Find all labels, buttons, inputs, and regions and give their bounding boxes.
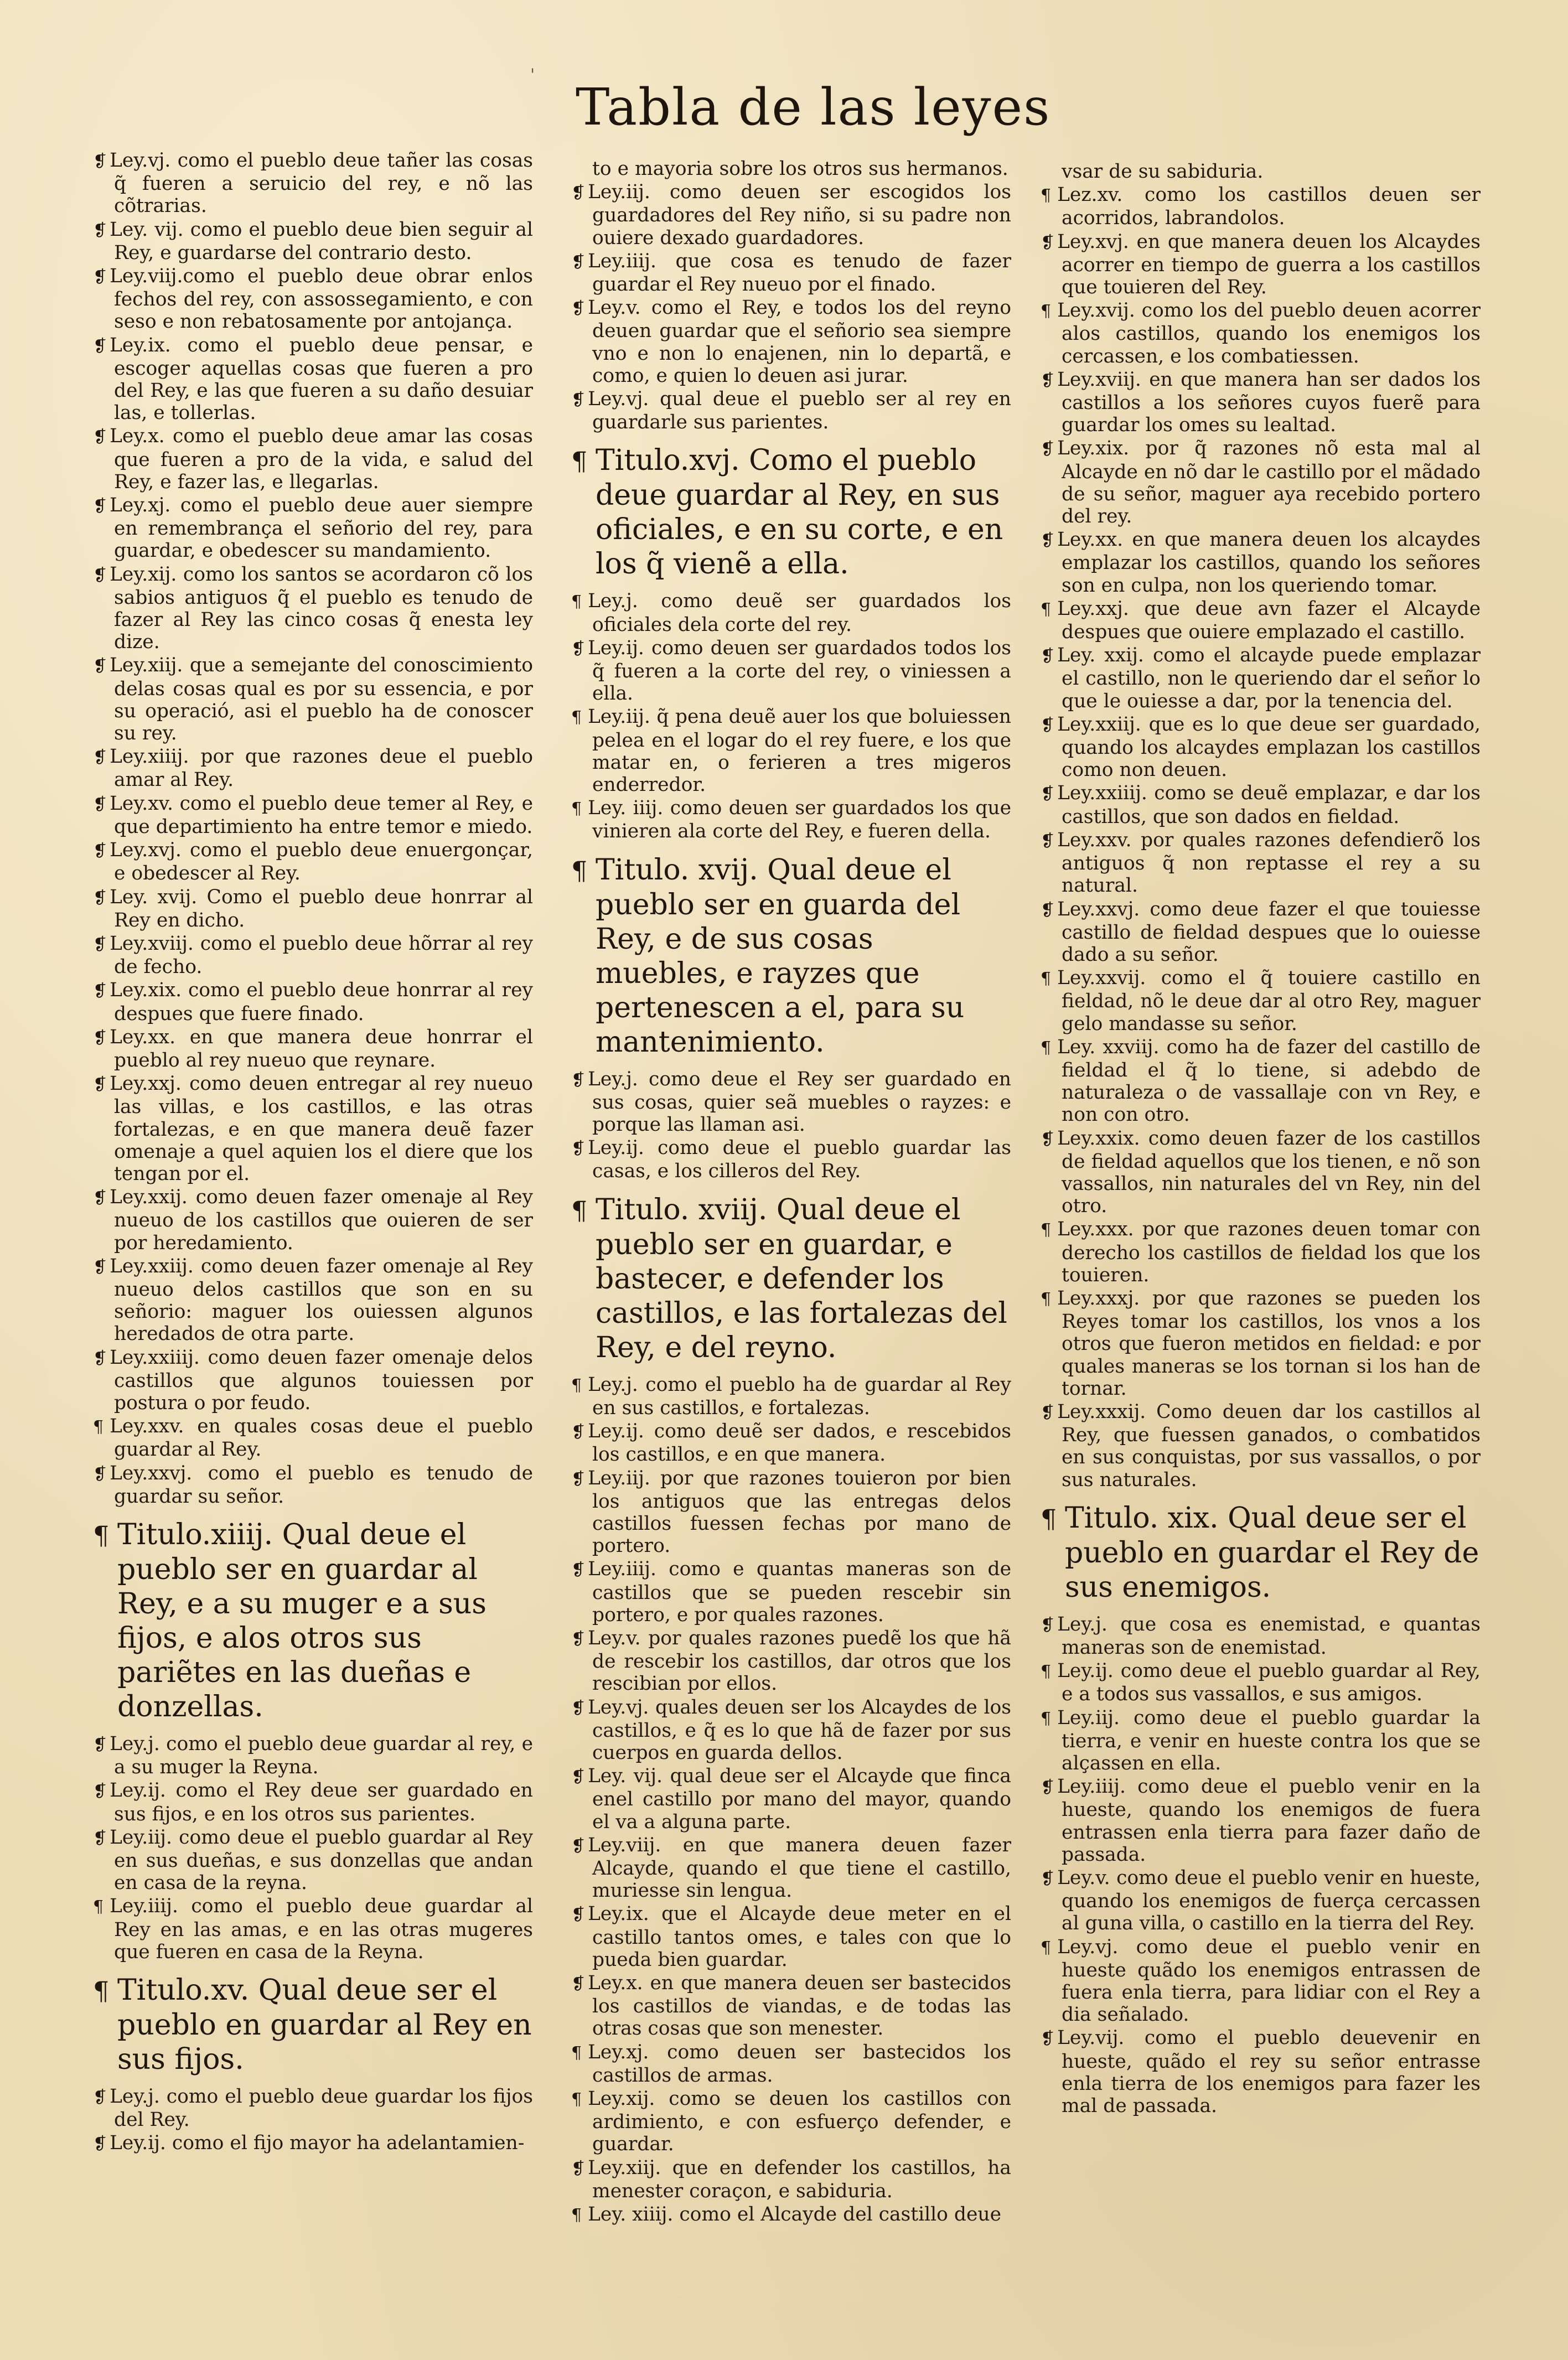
ley-entry — [93, 219, 533, 264]
pilcrow-icon: ❡ — [93, 336, 107, 356]
ley-text: Ley.ix. como el pueblo deue pensar, e escoger aquellas cosas que fueren a pro del Rey, e las que fueren a su daño desuiar las, e tollerlas. — [110, 334, 533, 425]
ley-text: Ley.xvj. como el pueblo deue enuergonçar, e obedescer al Rey. — [110, 839, 533, 885]
ley-entry — [571, 2157, 1011, 2202]
ley-entry — [571, 590, 1011, 635]
ley-entry — [1041, 369, 1481, 437]
ley-text: Ley. vij. como el pueblo deue bien seguir al Rey, e guardarse del contrario desto. — [110, 218, 533, 264]
ley-entry — [93, 1073, 533, 1185]
ley-entry — [1041, 1936, 1481, 2026]
pilcrow-icon: ❡ — [571, 1629, 586, 1649]
ley-entry — [1041, 1776, 1481, 1866]
pilcrow-icon: ❡ — [93, 1348, 107, 1368]
pilcrow-icon: ❡ — [93, 981, 107, 1001]
pilcrow-icon: ¶ — [1041, 186, 1052, 206]
pilcrow-icon: ❡ — [93, 1257, 107, 1277]
ley-entry — [1041, 299, 1481, 368]
pilcrow-icon: ❡ — [571, 1560, 586, 1580]
pilcrow-icon: ¶ — [571, 2043, 582, 2063]
pilcrow-icon: ❡ — [571, 1905, 586, 1925]
ley-entry — [571, 2203, 1011, 2227]
ley-text: Ley.xxv. en quales cosas deue el pueblo guardar al Rey. — [110, 1415, 533, 1461]
ley-text: Ley.j. como deuẽ ser guardados los oficiales dela corte del rey. — [588, 590, 1011, 636]
ley-entry — [571, 797, 1011, 842]
ley-text: Ley.xx. en que manera deue honrrar el pueblo al rey nueuo que reynare. — [110, 1026, 533, 1072]
ley-entry — [571, 1467, 1011, 1557]
pilcrow-icon: ❡ — [1041, 1402, 1055, 1422]
pilcrow-icon: ¶ — [93, 1417, 104, 1437]
ley-entry — [93, 265, 533, 333]
pilcrow-icon: ❡ — [1041, 1778, 1055, 1798]
pilcrow-icon: ❡ — [1041, 232, 1055, 252]
ley-text: Ley.iij. como deuen ser escogidos los guardadores del Rey niño, si su padre non ouiere dexado guardadores. — [588, 181, 1011, 249]
ley-entry — [1041, 2027, 1481, 2117]
pilcrow-icon: ¶ — [571, 1195, 588, 1225]
pilcrow-icon: ❡ — [93, 2088, 107, 2108]
pilcrow-icon: ❡ — [1041, 531, 1055, 551]
ley-text: Ley.ij. como deue el pueblo guardar al Rey, e a todos sus vassallos, e sus amigos. — [1057, 1660, 1481, 1706]
pilcrow-icon: ❡ — [571, 1974, 586, 1994]
ley-text: Ley.xxj. que deue avn fazer el Alcayde despues que ouiere emplazado el castillo. — [1057, 597, 1481, 644]
ley-text: Ley. iiij. como deuen ser guardados los que vinieren ala corte del Rey, e fueren della. — [588, 797, 1011, 843]
ley-entry — [1041, 1613, 1481, 1659]
pilcrow-icon: ❡ — [571, 2159, 586, 2178]
pilcrow-icon: ¶ — [571, 708, 582, 728]
ley-entry — [571, 637, 1011, 705]
ley-entry — [571, 1903, 1011, 1971]
ley-text: Ley.iij. q̃ pena deuẽ auer los que boluiessen pelea en el logar do el rey fuere, e los que matar en, o ferieren a tres migeros enderredor. — [588, 706, 1011, 796]
ley-text: Ley.j. como el pueblo deue guardar al rey, e a su muger la Reyna. — [110, 1732, 533, 1779]
ley-entry — [1041, 782, 1481, 827]
ley-entry — [571, 1834, 1011, 1902]
titulo-text: Titulo.xvj. Como el pueblo deue guardar al Rey, en sus oficiales, e en su corte, e en los q̃ vienẽ a ella. — [596, 444, 1003, 581]
column-right — [1041, 161, 1481, 2275]
pilcrow-icon: ¶ — [1041, 599, 1052, 619]
ley-text: Ley.v. como deue el pueblo venir en hueste, quando los enemigos de fuerça cercassen al guna villa, o castillo en la tierra del Rey. — [1057, 1867, 1481, 1935]
ley-entry — [93, 1186, 533, 1254]
ley-entry — [93, 494, 533, 562]
page-title: Tabla de las leyes — [576, 77, 1051, 137]
ley-text: Ley.xj. como el pueblo deue auer siempre en remembrança el señorio del rey, para guardar, e obedescer su mandamiento. — [110, 494, 533, 562]
ley-entry — [571, 1420, 1011, 1466]
ley-entry — [571, 2041, 1011, 2087]
ley-text: Ley.iij. como deue el pueblo guardar al Rey en sus dueñas, e sus donzellas que andan en casa de la reyna. — [110, 1826, 533, 1895]
ley-entry — [571, 1696, 1011, 1764]
ley-entry — [93, 1255, 533, 1345]
pilcrow-icon: ❡ — [1041, 2029, 1055, 2049]
titulo-text: Titulo.xv. Qual deue ser el pueblo en guardar al Rey en sus fijos. — [117, 1974, 532, 2077]
ley-entry — [571, 2088, 1011, 2156]
column-middle — [571, 158, 1011, 2272]
ley-text: Lez.xv. como los castillos deuen ser acorridos, labrandolos. — [1057, 184, 1481, 230]
pilcrow-icon: ❡ — [1041, 439, 1055, 459]
ley-text: Ley.j. como el pueblo ha de guardar al Rey en sus castillos, e fortalezas. — [588, 1373, 1011, 1419]
ley-entry — [1041, 713, 1481, 782]
ley-text: Ley.x. en que manera deuen ser bastecidos los castillos de viandas, e de todas las otras cosas que son menester. — [588, 1971, 1011, 2040]
titulo-heading — [93, 1518, 533, 1724]
titulo-text: Titulo. xix. Qual deue ser el pueblo en guardar el Rey de sus enemigos. — [1065, 1501, 1479, 1604]
ley-entry — [1041, 829, 1481, 897]
entry-continuation: to e mayoria sobre los otros sus hermanos. — [592, 158, 1008, 180]
ley-entry — [93, 654, 533, 744]
ley-entry — [571, 1972, 1011, 2040]
pilcrow-icon: ❡ — [1041, 1869, 1055, 1889]
titulo-heading — [571, 443, 1011, 581]
ley-entry — [1041, 898, 1481, 966]
ley-entry — [1041, 231, 1481, 299]
ley-text: Ley.ij. como el fijo mayor ha adelantamien- — [110, 2132, 525, 2155]
ley-text: Ley.xj. como deuen ser bastecidos los castillos de armas. — [588, 2041, 1011, 2087]
ley-text: Ley.ij. como el Rey deue ser guardado en sus fijos, e en los otros sus parientes. — [110, 1779, 533, 1825]
pilcrow-icon: ❡ — [93, 220, 107, 240]
pilcrow-icon: ❡ — [571, 1139, 586, 1159]
pilcrow-icon: ❡ — [93, 1075, 107, 1095]
pilcrow-icon: ¶ — [1041, 1289, 1052, 1309]
ley-text: Ley. xiiij. como el Alcayde del castillo deue — [588, 2203, 1002, 2226]
ley-entry — [93, 563, 533, 654]
ley-entry — [1041, 1707, 1481, 1775]
pilcrow-icon: ❡ — [93, 1782, 107, 1802]
ley-text: Ley.vj. como deue el pueblo venir en hueste quãdo los enemigos entrassen de fuera enla tierra, para lidiar con el Rey a dia señalado. — [1057, 1935, 1481, 2026]
pilcrow-icon: ¶ — [571, 799, 582, 819]
page-mark: ' — [530, 65, 535, 85]
ley-entry — [571, 706, 1011, 796]
ley-text: Ley.xij. como se deuen los castillos con ardimiento, e con esfuerço defender, e guardar. — [588, 2087, 1011, 2156]
ley-entry — [1041, 644, 1481, 712]
ley-text: Ley.xxiij. que es lo que deue ser guardado, quando los alcaydes emplazan los castillos como non deuen. — [1057, 713, 1481, 782]
entry-continuation: vsar de su sabiduria. — [1062, 161, 1264, 183]
ley-text: Ley.xxiiij. como se deuẽ emplazar, e dar los castillos, que son dados en fieldad. — [1057, 782, 1481, 828]
ley-text: Ley.iij. por que razones touieron por bien los antiguos que las entregas delos castillos fuessen fechas por mano de portero. — [588, 1467, 1011, 1557]
pilcrow-icon: ¶ — [93, 1520, 110, 1550]
ley-text: Ley.xix. por q̃ razones nõ esta mal al Alcayde en nõ dar le castillo por el mãdado de su señor, maguer aya recebido portero del rey. — [1057, 437, 1481, 528]
ley-text: Ley.xiij. que a semejante del conoscimiento delas cosas qual es por su essencia, e por su operació, asi el pueblo ha de conoscer su rey. — [110, 654, 533, 745]
titulo-heading — [571, 853, 1011, 1059]
pilcrow-icon: ❡ — [571, 1767, 586, 1787]
ley-text: Ley.ij. como deuẽ ser dados, e rescebidos los castillos, e en que manera. — [588, 1420, 1011, 1466]
pilcrow-icon: ❡ — [1041, 370, 1055, 390]
pilcrow-icon: ¶ — [571, 1375, 582, 1395]
pilcrow-icon: ¶ — [93, 1897, 104, 1917]
pilcrow-icon: ¶ — [1041, 1220, 1052, 1240]
pilcrow-icon: ❡ — [93, 1028, 107, 1048]
ley-entry — [1041, 1127, 1481, 1218]
ley-text: Ley.xxv. por quales razones defendierõ los antiguos q̃ non reptasse el rey a su natural. — [1057, 829, 1481, 897]
pilcrow-icon: ❡ — [1041, 1129, 1055, 1149]
pilcrow-icon: ❡ — [571, 1698, 586, 1718]
pilcrow-icon: ❡ — [1041, 1615, 1055, 1635]
titulo-heading — [571, 1193, 1011, 1365]
pilcrow-icon: ❡ — [571, 1070, 586, 1090]
pilcrow-icon: ❡ — [1041, 646, 1055, 666]
ley-entry — [93, 1347, 533, 1415]
ley-text: Ley.xviij. como el pueblo deue hõrrar al rey de fecho. — [110, 932, 533, 979]
ley-entry — [1041, 967, 1481, 1035]
pilcrow-icon: ❡ — [93, 1828, 107, 1848]
ley-text: Ley.xix. como el pueblo deue honrrar al rey despues que fuere finado. — [110, 979, 533, 1025]
ley-text: Ley. xxij. como el alcayde puede emplazar el castillo, non le queriendo dar el señor lo que le ouiesse a dar, por la tenencia del. — [1057, 644, 1481, 712]
pilcrow-icon: ¶ — [571, 592, 582, 612]
ley-text: Ley.x. como el pueblo deue amar las cosas que fueren a pro de la vida, e salud del Rey, e fazer las, e llegarlas. — [110, 425, 533, 493]
pilcrow-icon: ❡ — [1041, 784, 1055, 804]
ley-text: Ley.xvij. como los del pueblo deuen acorrer alos castillos, quando los enemigos los cercassen, e los combatiessen. — [1057, 299, 1481, 368]
pilcrow-icon: ❡ — [571, 390, 586, 410]
ley-text: Ley.xxvij. como el q̃ touiere castillo en fieldad, nõ le deue dar al otro Rey, maguer gelo mandasse su señor. — [1057, 967, 1481, 1035]
ley-entry — [1041, 184, 1481, 229]
ley-entry — [1041, 1036, 1481, 1126]
ley-entry — [1041, 529, 1481, 597]
pilcrow-icon: ¶ — [571, 2089, 582, 2109]
ley-entry — [93, 2132, 533, 2155]
ley-text: Ley.v. por quales razones puedẽ los que hã de rescebir los castillos, dar otros que los rescibian por ellos. — [588, 1627, 1011, 1695]
ley-text: Ley.xxxij. Como deuen dar los castillos al Rey, que fuessen ganados, o combatidos en sus conquistas, por sus vassallos, o por sus naturales. — [1057, 1400, 1481, 1491]
ley-text: Ley.vij. como el pueblo deuevenir en hueste, quãdo el rey su señor entrasse enla tierra de los enemigos para fazer les mal de passada. — [1057, 2027, 1481, 2118]
column-left — [93, 149, 533, 2264]
ley-entry — [93, 1895, 533, 1963]
pilcrow-icon: ❡ — [93, 841, 107, 861]
pilcrow-icon: ¶ — [1041, 1662, 1052, 1682]
ley-text: Ley.j. como deue el Rey ser guardado en sus cosas, quier seã muebles o rayzes: e porque las llaman asi. — [588, 1068, 1011, 1136]
ley-text: Ley.iiij. como el pueblo deue guardar al Rey en las amas, e en las otras mugeres que fueren en casa de la Reyna. — [110, 1895, 533, 1963]
ley-entry — [571, 297, 1011, 387]
ley-text: Ley.viij. en que manera deuen fazer Alcayde, quando el que tiene el castillo, muriesse sin lengua. — [588, 1834, 1011, 1902]
ley-entry — [93, 886, 533, 931]
pilcrow-icon: ❡ — [571, 639, 586, 659]
ley-entry — [93, 839, 533, 884]
ley-entry — [93, 1733, 533, 1778]
ley-entry — [93, 793, 533, 838]
pilcrow-icon: ❡ — [93, 427, 107, 447]
ley-text: Ley. xvij. Como el pueblo deue honrrar al Rey en dicho. — [110, 886, 533, 931]
titulo-text: Titulo. xviij. Qual deue el pueblo ser en guardar, e bastecer, e defender los castillos, e las fortalezas del Rey, e del reyno. — [596, 1193, 1007, 1364]
ley-entry — [93, 149, 533, 218]
pilcrow-icon: ❡ — [93, 565, 107, 585]
pilcrow-icon: ❡ — [1041, 715, 1055, 735]
pilcrow-icon: ❡ — [93, 152, 107, 171]
pilcrow-icon: ❡ — [571, 1422, 586, 1442]
pilcrow-icon: ¶ — [1041, 969, 1052, 989]
ley-text: Ley.xviij. en que manera han ser dados los castillos a los señores cuyos fuerẽ para guardar los omes su lealtad. — [1057, 368, 1481, 437]
ley-entry — [571, 250, 1011, 296]
ley-entry — [1041, 437, 1481, 527]
ley-entry — [571, 1137, 1011, 1182]
ley-entry — [93, 746, 533, 791]
ley-entry — [571, 388, 1011, 433]
pilcrow-icon: ❡ — [93, 1735, 107, 1755]
ley-entry — [571, 1558, 1011, 1626]
ley-text: Ley.iiij. que cosa es tenudo de fazer guardar el Rey nueuo por el finado. — [588, 250, 1011, 296]
pilcrow-icon: ❡ — [571, 1469, 586, 1489]
ley-entry — [1041, 1660, 1481, 1705]
ley-text: Ley.xxx. por que razones deuen tomar con derecho los castillos de fieldad los que los touieren. — [1057, 1218, 1481, 1286]
titulo-heading — [1041, 1501, 1481, 1605]
ley-entry — [93, 1779, 533, 1825]
ley-text: Ley.xxix. como deuen fazer de los castillos de fieldad aquellos que los tienen, e nõ son vassallos, nin naturales del vn Rey, nin del otro. — [1057, 1127, 1481, 1218]
ley-entry — [1041, 1287, 1481, 1400]
pilcrow-icon: ❡ — [93, 748, 107, 768]
ley-entry — [571, 181, 1011, 249]
pilcrow-icon: ❡ — [571, 183, 586, 203]
ley-text: Ley.xxiij. como deuen fazer omenaje al Rey nueuo delos castillos que son en su señorio: maguer los ouiessen algunos heredados de otra parte. — [110, 1255, 533, 1345]
ley-entry — [93, 1826, 533, 1895]
ley-text: Ley.iiij. como e quantas maneras son de castillos que se pueden rescebir sin portero, e por quales razones. — [588, 1558, 1011, 1626]
pilcrow-icon: ❡ — [93, 1464, 107, 1484]
ley-text: Ley.iij. como deue el pueblo guardar la tierra, e venir en hueste contra los que se alçassen en ella. — [1057, 1706, 1481, 1774]
pilcrow-icon: ❡ — [93, 267, 107, 287]
ley-text: Ley.viij.como el pueblo deue obrar enlos fechos del rey, con assossegamiento, e con seso e non rebatosamente por antojança. — [110, 265, 533, 333]
pilcrow-icon: ¶ — [1041, 1938, 1052, 1958]
ley-entry — [93, 2085, 533, 2131]
pilcrow-icon: ❡ — [93, 2134, 107, 2154]
ley-text: Ley.xiiij. por que razones deue el pueblo amar al Rey. — [110, 746, 533, 791]
ley-text: Ley.xxvj. como deue fazer el que touiesse castillo de fieldad despues que lo ouiesse dado a su señor. — [1057, 898, 1481, 966]
ley-entry — [571, 1765, 1011, 1833]
ley-entry — [1041, 1218, 1481, 1286]
pilcrow-icon: ¶ — [571, 2206, 582, 2225]
pilcrow-icon: ¶ — [93, 1976, 110, 2006]
ley-text: Ley.xx. en que manera deuen los alcaydes emplazar los castillos, quando los señores son en culpa, non los queriendo tomar. — [1057, 529, 1481, 597]
pilcrow-icon: ❡ — [93, 794, 107, 814]
pilcrow-icon: ❡ — [93, 656, 107, 676]
ley-text: Ley.ij. como deuen ser guardados todos los q̃ fueren a la corte del rey, o viniessen a ella. — [588, 636, 1011, 705]
pilcrow-icon: ❡ — [571, 299, 586, 319]
pilcrow-icon: ❡ — [571, 252, 586, 272]
ley-text: Ley. xxviij. como ha de fazer del castillo de fieldad el q̃ lo tiene, si adebdo de naturaleza o de vassallaje con vn Rey, e non con otro. — [1057, 1036, 1481, 1126]
ley-text: Ley.vj. quales deuen ser los Alcaydes de los castillos, e q̃ es lo que hã de fazer por sus cuerpos en guarda dellos. — [588, 1696, 1011, 1764]
pilcrow-icon: ¶ — [1041, 302, 1052, 322]
pilcrow-icon: ¶ — [571, 855, 588, 886]
ley-entry — [1041, 1867, 1481, 1935]
pilcrow-icon: ¶ — [1041, 1038, 1052, 1058]
pilcrow-icon: ❡ — [571, 1836, 586, 1856]
pilcrow-icon: ¶ — [571, 446, 588, 477]
ley-text: Ley.vj. qual deue el pueblo ser al rey en guardarle sus parientes. — [588, 388, 1011, 434]
ley-text: Ley. vij. qual deue ser el Alcayde que finca enel castillo por mano del mayor, quando el va a alguna parte. — [588, 1765, 1011, 1833]
ley-text: Ley.xxvj. como el pueblo es tenudo de guardar su señor. — [110, 1462, 533, 1508]
ley-entry — [93, 425, 533, 493]
ley-text: Ley.xij. como los santos se acordaron cõ los sabios antiguos q̃ el pueblo es tenudo de fazer al Rey las cinco cosas q̃ enesta ley dize. — [110, 563, 533, 654]
ley-entry — [1041, 598, 1481, 643]
ley-entry — [93, 1462, 533, 1508]
ley-text: Ley.xxij. como deuen fazer omenaje al Rey nueuo de los castillos que ouieren de ser por heredamiento. — [110, 1186, 533, 1254]
pilcrow-icon: ¶ — [1041, 1503, 1057, 1534]
ley-text: Ley.j. como el pueblo deue guardar los fijos del Rey. — [110, 2085, 533, 2131]
ley-text: Ley.vj. como el pueblo deue tañer las cosas q̃ fueren a seruicio del rey, e nõ las cõtrarias. — [110, 149, 533, 218]
titulo-text: Titulo.xiiij. Qual deue el pueblo ser en guardar al Rey, e a su muger e a sus fijos, e alos otros sus pariẽtes en las dueñas e donzellas. — [117, 1518, 487, 1724]
pilcrow-icon: ❡ — [93, 934, 107, 954]
ley-entry — [93, 933, 533, 978]
ley-entry — [571, 1627, 1011, 1695]
ley-text: Ley.ij. como deue el pueblo guardar las casas, e los cilleros del Rey. — [588, 1137, 1011, 1183]
pilcrow-icon: ❡ — [1041, 900, 1055, 920]
ley-text: Ley.xxiiij. como deuen fazer omenaje delos castillos que algunos touiessen por postura o por feudo. — [110, 1346, 533, 1414]
ley-entry — [93, 1415, 533, 1461]
ley-entry — [571, 1068, 1011, 1136]
ley-text: Ley.xxxj. por que razones se pueden los Reyes tomar los castillos, los vnos a los otros que fueron metidos en fieldad: e por quales maneras se los tornan si los han de tornar. — [1057, 1287, 1481, 1400]
ley-text: Ley.iiij. como deue el pueblo venir en la hueste, quando los enemigos de fuera entrassen enla tierra para fazer daño de passada. — [1057, 1776, 1481, 1866]
titulo-heading — [93, 1973, 533, 2077]
titulo-text: Titulo. xvij. Qual deue el pueblo ser en guarda del Rey, e de sus cosas muebles, e rayzes que pertenescen a el, para su mantenimiento. — [596, 853, 965, 1059]
ley-text: Ley.xxj. como deuen entregar al rey nueuo las villas, e los castillos, e las otras fortalezas, e en que manera deuẽ fazer omenaje a quel aquien los el diere que los tengan por el. — [110, 1073, 533, 1185]
ley-text: Ley.ix. que el Alcayde deue meter en el castillo tantos omes, e tales con que lo pueda bien guardar. — [588, 1903, 1011, 1971]
ley-text: Ley.v. como el Rey, e todos los del reyno deuen guardar que el señorio sea siempre vno e non lo enajenen, nin lo departã, e como, e quien lo deuen asi jurar. — [588, 297, 1011, 387]
ley-entry — [1041, 1401, 1481, 1491]
pilcrow-icon: ❡ — [93, 496, 107, 516]
pilcrow-icon: ❡ — [93, 1188, 107, 1208]
pilcrow-icon: ❡ — [1041, 831, 1055, 851]
ley-entry — [93, 979, 533, 1024]
pilcrow-icon: ¶ — [1041, 1709, 1052, 1728]
ley-entry — [571, 1374, 1011, 1419]
ley-text: Ley.j. que cosa es enemistad, e quantas maneras son de enemistad. — [1057, 1613, 1481, 1659]
ley-text: Ley.xv. como el pueblo deue temer al Rey, e que departimiento ha entre temor e miedo. — [110, 792, 533, 838]
ley-entry — [93, 1026, 533, 1072]
ley-text: Ley.xvj. en que manera deuen los Alcaydes acorrer en tiempo de guerra a los castillos que touieren del Rey. — [1057, 230, 1481, 299]
ley-entry — [93, 334, 533, 425]
ley-text: Ley.xiij. que en defender los castillos, ha menester coraçon, e sabiduria. — [588, 2156, 1011, 2202]
pilcrow-icon: ❡ — [93, 888, 107, 908]
